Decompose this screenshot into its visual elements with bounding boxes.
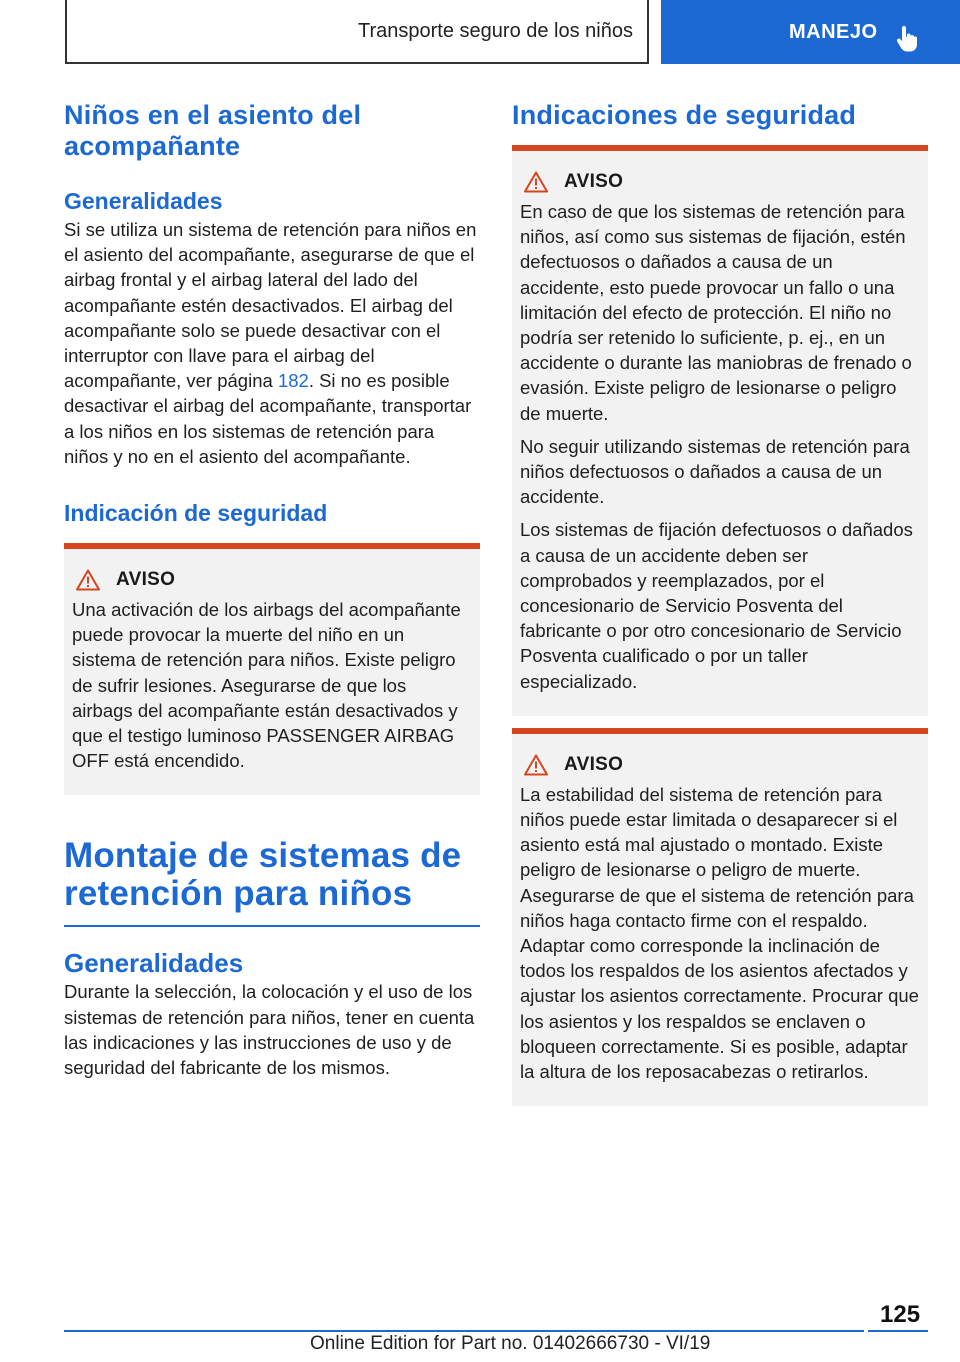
warning-header (76, 569, 472, 591)
heading-ninos-asiento: Niños en el asiento del acompañante (64, 100, 362, 161)
warning-header (524, 171, 920, 193)
subheading-generalidades-2: Generalidades (64, 948, 244, 979)
warning-box-1 (512, 145, 928, 716)
subheading-generalidades: Generalidades (64, 188, 223, 214)
warning-label: AVISO (564, 753, 624, 775)
nav-label: MANEJO (789, 20, 878, 43)
warning-label: AVISO (116, 569, 176, 591)
heading-divider (64, 925, 480, 927)
warning-text-1: En caso de que los sistemas de retención para niños, así como sus sistemas de fijación, estén defectuosos o dañados a causa de un accidente, esto puede provocar un fallo o una limitación del efecto de protección. El niño no podría ser retenido lo suficiente, p. ej., en un accidente o durante las maniobras de frenado o evasión. Existe peligro de lesionarse o peligro de muerte. (520, 201, 912, 424)
section-tab (65, 0, 649, 64)
hand-pointer-icon (896, 26, 918, 52)
footer-divider-short (868, 1330, 928, 1332)
paragraph-generalidades (64, 217, 480, 469)
page-number: 125 (880, 1301, 921, 1328)
warning-triangle-icon (76, 569, 100, 591)
right-column (512, 100, 928, 1106)
paragraph-text: Si se utiliza un sistema de retención para niños en el asiento del acompañante, asegurarse de que el airbag frontal y el airbag lateral del lado del acompañante estén desactivados. El airbag del acompañante solo se puede desactivar con el interruptor con llave para el airbag del acompañante, ver página (64, 219, 477, 392)
heading-indicaciones-seguridad: Indicaciones de seguridad (512, 100, 857, 130)
edition-text: Online Edition for Part no. 01402666730 - VI/19 (310, 1333, 711, 1354)
warning-label: AVISO (564, 171, 624, 192)
section-title: Transporte seguro de los niños (358, 19, 633, 42)
warning-header (524, 754, 920, 776)
warning-box-2 (512, 728, 928, 1106)
warning-text-3: Los sistemas de fijación defectuosos o dañados a causa de un accidente deben ser comprobados y reemplazados, por el concesionario de Servicio Posventa del fabricante o por otro concesionario de Servicio Posventa cualificado o por un taller especializado. (520, 519, 913, 692)
subheading-indicacion-seguridad: Indicación de seguridad (64, 500, 328, 527)
warning-box (64, 543, 480, 795)
warning-triangle-icon (524, 171, 548, 193)
page-link-182[interactable]: 182 (277, 370, 309, 392)
left-column (64, 100, 480, 1080)
paragraph-montaje: Durante la selección, la colocación y el uso de los sistemas de retención para niños, tener en cuenta las indicaciones y las instrucciones de uso y de seguridad del fabricante de los mismos. (64, 981, 475, 1079)
heading-montaje: Montaje de sistemas de retención para niños (64, 836, 462, 914)
warning-text-2: No seguir utilizando sistemas de retención para niños defectuosos o dañados a causa de un accidente. (520, 435, 910, 508)
warning-triangle-icon (524, 754, 548, 776)
warning-text-4: La estabilidad del sistema de retención para niños puede estar limitada o desaparecer si el asiento está mal ajustado o montado. Existe peligro de lesionarse o peligro de muerte. Asegurarse de que el sistema de retención para niños haga contacto firme con el respaldo. Adaptar como corresponde la inclinación de todos los respaldos de los asientos afectados y ajustar los asientos correctamente. Procurar que los asientos y los respaldos se enclaven o bloqueen correctamente. Si es posible, adaptar la altura de los reposacabezas o retirarlos. (520, 783, 919, 1083)
footer-divider (64, 1330, 864, 1332)
warning-text: Una activación de los airbags del acompañante puede provocar la muerte del niño en un sistema de retención para niños. Existe peligro de sufrir lesiones. Asegurarse de que los airbags del acompañante están desactivados y que el testigo luminoso PASSENGER AIRBAG OFF está encendido. (72, 599, 461, 772)
paragraph-text-cont: . Si no es posible desactivar el airbag del acompañante, transportar a los niños en los sistemas de retención para niños y no en el asiento del acompañante. (64, 370, 472, 467)
nav-tab-manejo[interactable] (661, 0, 960, 64)
